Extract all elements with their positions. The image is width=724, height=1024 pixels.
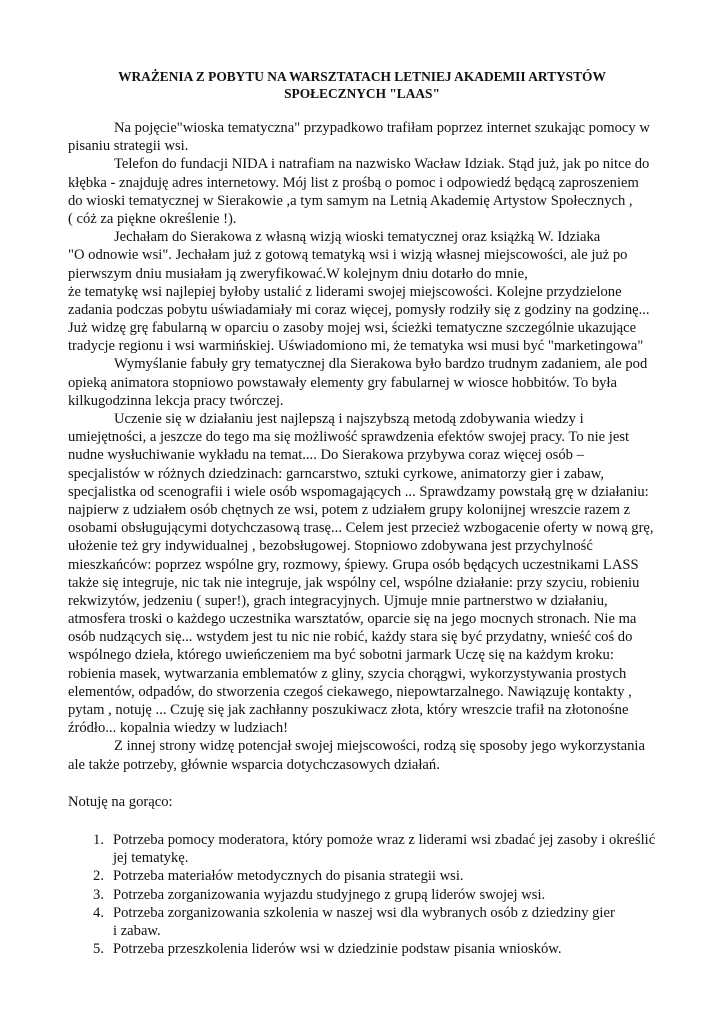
paragraph-line: umiejętności, a jeszcze do tego ma się możliwość sprawdzenia efektów swojej pracy. To nie jest [68, 429, 630, 446]
paragraph-line: mieszkańców: poprzez wspólne gry, rozmowy, śpiewy. Grupa osób będących uczestnikami LASS [68, 556, 639, 573]
paragraph-line: że tematykę wsi najlepiej byłoby ustalić z liderami swojej miejscowości. Kolejne przydzielone [68, 283, 622, 300]
paragraph-line: pisaniu strategii wsi. [68, 138, 189, 155]
list-item-number: 1. [93, 831, 104, 848]
paragraph-line: robienia masek, wytwarzania emblematów z gliny, szycia chorągwi, wykorzystywania prostych [68, 665, 627, 682]
list-item-line: Potrzeba pomocy moderatora, który pomoże wraz z liderami wsi zbadać jej zasoby i określić [113, 831, 656, 848]
list-item-text [113, 831, 658, 867]
list-item-text [113, 886, 658, 904]
list-item-line: Potrzeba przeszkolenia liderów wsi w dziedzinie podstaw pisania wniosków. [113, 941, 562, 958]
paragraph-line: rekwizytów, jedzeniu ( super!), grach integracyjnych. Ujmuje mnie partnerstwo w działaniu, [68, 592, 608, 609]
list-item-number: 3. [93, 886, 104, 903]
list-item [68, 831, 658, 867]
paragraph [68, 355, 658, 410]
paragraph-line: "O odnowie wsi". Jechałam już z gotową tematyką wsi i wizją własnej miejscowości, ale już po [68, 247, 628, 264]
paragraph-line: osobami obsługującymi dotychczasową trasę... Celem jest przecież wzbogacenie oferty w nową grę, [68, 520, 654, 537]
paragraph-line: osób nudzących się... wstydem jest tu nic nie robić, każdy stara się być przydatny, wnieść coś do [68, 629, 633, 646]
paragraph-line: źródło... kopalnia wiedzy w ludziach! [68, 720, 289, 737]
paragraph [68, 119, 658, 155]
paragraph-line: elementów, odpadów, do stworzenia czegoś ciekawego, niepowtarzalnego. Nawiązuję kontakty , [68, 683, 632, 700]
paragraph-line: ułożenie też gry indywidualnej , bezobsługowej. Stopniowo zdobywana jest przychylność [68, 538, 593, 555]
list-heading: Notuję na gorąco: [68, 793, 173, 810]
list-item-line: i zabaw. [113, 922, 161, 939]
paragraph-line: Wymyślanie fabuły gry tematycznej dla Sierakowa było bardzo trudnym zadaniem, ale pod [114, 356, 648, 373]
paragraph-line: ale także potrzeby, głównie wsparcia dotychczasowych działań. [68, 756, 440, 773]
paragraph-line: Na pojęcie"wioska tematyczna" przypadkowo trafiłam poprzez internet szukając pomocy w [114, 120, 650, 136]
paragraph-line: tradycje regionu i wsi warmińskiej. Uświadomiono mi, że tematyka wsi musi być "marketingowa" [68, 338, 644, 355]
paragraph-line: atmosfera troski o każdego uczestnika warsztatów, oparcie się na jego mocnych stronach. Nie ma [68, 611, 637, 628]
list-item-line: Potrzeba materiałów metodycznych do pisania strategii wsi. [113, 868, 464, 885]
list-item-number: 2. [93, 868, 104, 885]
paragraph-line: Z innej strony widzę potencjał swojej miejscowości, rodzą się sposoby jego wykorzystania [114, 738, 645, 755]
list-item-text [113, 940, 658, 958]
paragraph-line: Jechałam do Sierakowa z własną wizją wioski tematycznej oraz książką W. Idziaka [114, 229, 601, 246]
paragraph [68, 155, 658, 228]
paragraph [68, 228, 658, 355]
paragraph-line: kilkugodzinna lekcja pracy twórczej. [68, 392, 284, 409]
paragraph [68, 737, 658, 773]
paragraph-line: pytam , notuję ... Czuję się jak zachłanny poszukiwacz złota, który wreszcie trafił na złotonośne [68, 702, 629, 718]
list-item-number: 5. [93, 941, 104, 958]
list-item-text [113, 904, 658, 940]
list-item-line: jej tematykę. [113, 850, 189, 867]
list-item [68, 940, 658, 958]
paragraph-line: Już widzę grę fabularną w oparciu o zasoby mojej wsi, ścieżki tematyczne szczególnie ukazujące [68, 320, 637, 337]
paragraph-line: specjalistka od scenografii i wiele osób wspomagających ... Sprawdzamy powstałą grę w działaniu: [68, 483, 649, 500]
list-item-line: Potrzeba zorganizowania wyjazdu studyjnego z grupą liderów swojej wsi. [113, 886, 546, 903]
document-title [70, 68, 654, 102]
paragraphs [68, 119, 658, 774]
paragraph-line: ( cóż za piękne określenie !). [68, 210, 237, 227]
title-line: WRAŻENIA Z POBYTU NA WARSZTATACH LETNIEJ AKADEMII ARTYSTÓW [118, 69, 606, 84]
paragraph-line: Telefon do fundacji NIDA i natrafiam na nazwisko Wacław Idziak. Stąd już, jak po nitce do [114, 156, 650, 173]
paragraph-line: zadania podczas pobytu uświadamiały mi coraz więcej, pomysły rodziły się z godziny na godzinę... [68, 301, 650, 318]
paragraph-line: nudne wysłuchiwanie wykładu na temat.... Do Sierakowa przybywa coraz więcej osób – [68, 447, 584, 464]
list-item [68, 886, 658, 904]
list-item-line: Potrzeba zorganizowania szkolenia w naszej wsi dla wybranych osób z dziedziny gier [113, 904, 615, 921]
paragraph-line: wspólnego dzieła, którego uwieńczeniem ma być sobotni jarmark Uczę się na każdym kroku: [68, 647, 614, 664]
paragraph-line: także się integruje, nic tak nie integruje, jak wspólny cel, wspólne działanie: przy szyciu, robieniu [68, 574, 640, 591]
list-item-number: 4. [93, 904, 104, 921]
list-item [68, 904, 658, 940]
list-item [68, 867, 658, 885]
paragraph [68, 410, 658, 737]
paragraph-line: opieką animatora stopniowo powstawały elementy gry fabularnej w wiosce hobbitów. To była [68, 374, 617, 391]
list-item-text [113, 867, 658, 885]
numbered-list [68, 831, 658, 958]
paragraph-line: specjalistów w różnych dziedzinach: garncarstwo, sztuki cyrkowe, animatorzy gier i zabaw, [68, 465, 604, 482]
paragraph-line: pierwszym dniu musiałam ją zweryfikować.W kolejnym dniu dotarło do mnie, [68, 265, 528, 282]
paragraph-line: do wioski tematycznej w Sierakowie ,a tym samym na Letnią Akademię Artystow Społecznych , [68, 192, 633, 209]
title-line: SPOŁECZNYCH "LAAS" [284, 86, 440, 101]
document-body [68, 119, 658, 958]
paragraph-line: kłębka - znajduję adres internetowy. Mój list z prośbą o pomoc i odpowiedź będącą zaproszeniem [68, 174, 639, 191]
paragraph-line: Uczenie się w działaniu jest najlepszą i najszybszą metodą zdobywania wiedzy i [114, 411, 584, 427]
paragraph-line: najpierw z udziałem osób chętnych ze wsi, potem z udziałem grupy kolonijnej wreszcie razem z [68, 501, 631, 518]
